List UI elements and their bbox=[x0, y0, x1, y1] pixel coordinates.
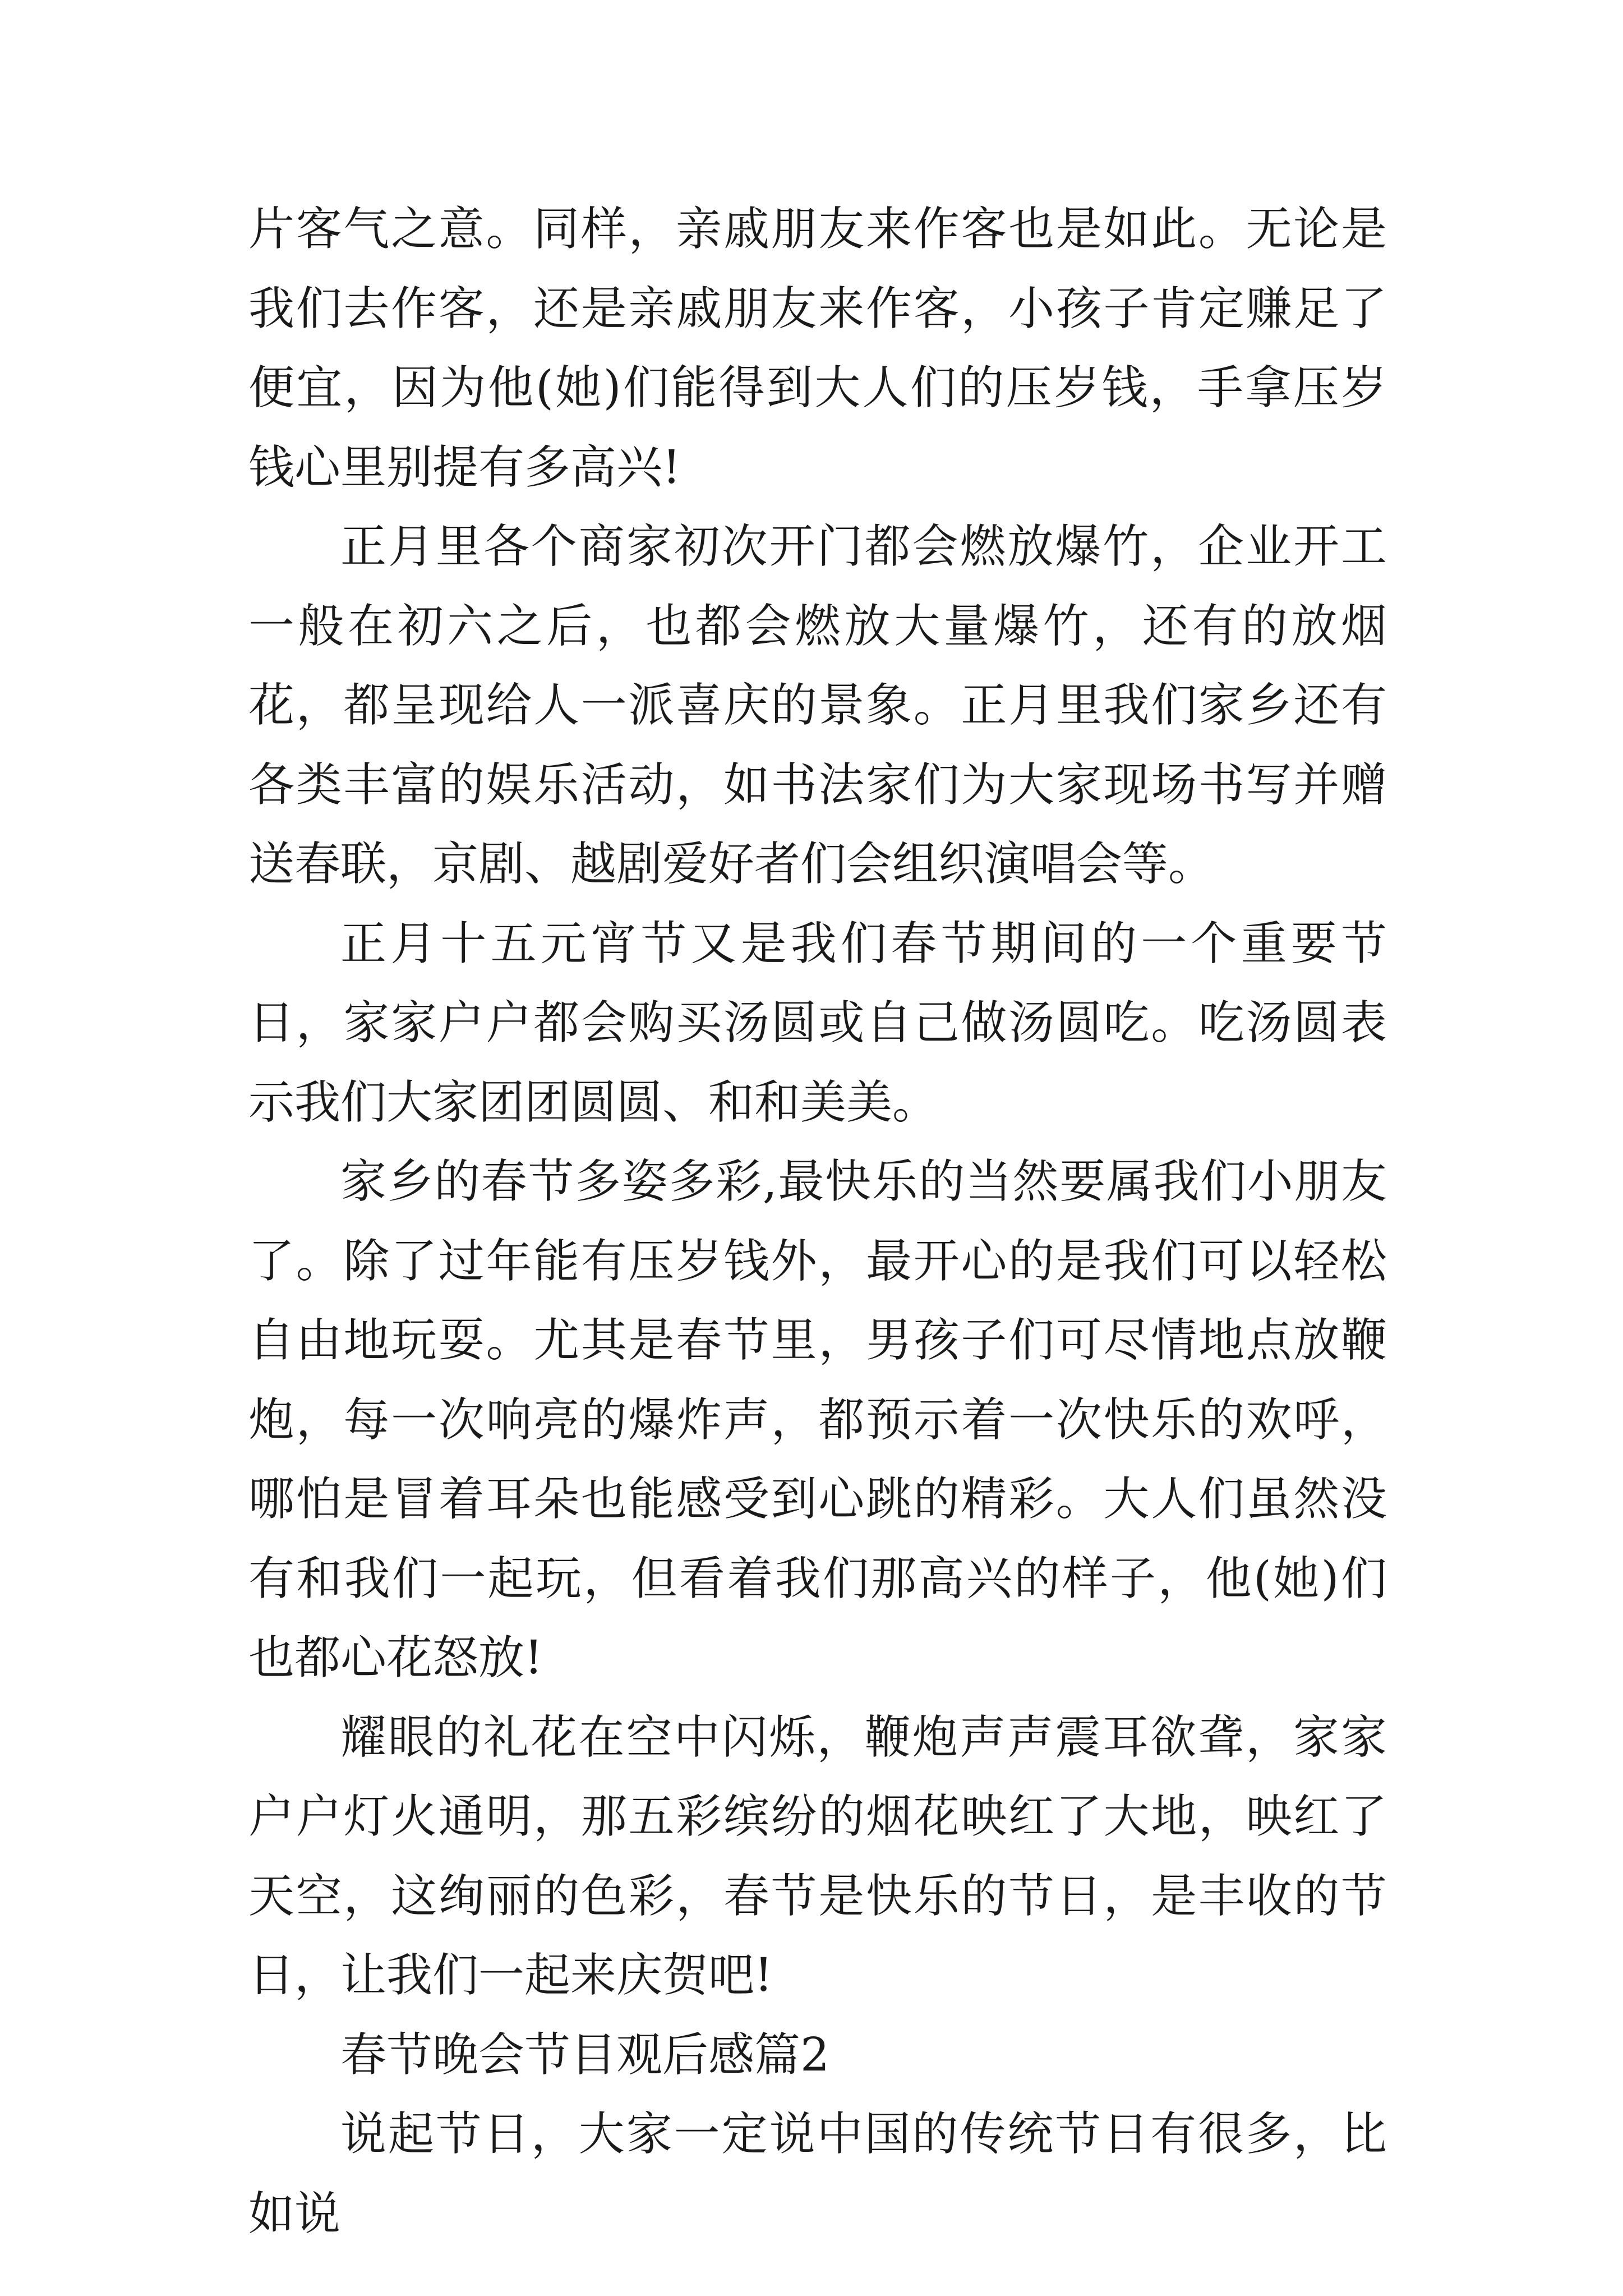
paragraph-continued: 片客气之意。同样，亲戚朋友来作客也是如此。无论是我们去作客，还是亲戚朋友来作客，小孩子肯定赚足了便宜，因为他(她)们能得到大人们的压岁钱，手拿压岁钱心里别提有多高兴! bbox=[248, 203, 1387, 494]
paragraph: 正月里各个商家初次开门都会燃放爆竹，企业开工一般在初六之后，也都会燃放大量爆竹，还有的放烟花，都呈现给人一派喜庆的景象。正月里我们家乡还有各类丰富的娱乐活动，如书法家们为大家现场书写并赠送春联，京剧、越剧爱好者们会组织演唱会等。 bbox=[248, 520, 1387, 891]
section-heading: 春节晚会节目观后感篇2 bbox=[340, 2028, 830, 2082]
document-body bbox=[248, 190, 1387, 2253]
paragraph: 正月十五元宵节又是我们春节期间的一个重要节日，家家户户都会购买汤圆或自己做汤圆吃。吃汤圆表示我们大家团团圆圆、和和美美。 bbox=[248, 917, 1387, 1129]
paragraph: 家乡的春节多姿多彩,最快乐的当然要属我们小朋友了。除了过年能有压岁钱外，最开心的是我们可以轻松自由地玩耍。尤其是春节里，男孩子们可尽情地点放鞭炮，每一次响亮的爆炸声，都预示着一次快乐的欢呼，哪怕是冒着耳朵也能感受到心跳的精彩。大人们虽然没有和我们一起玩，但看着我们那高兴的样子，他(她)们也都心花怒放! bbox=[248, 1155, 1387, 1685]
paragraph: 说起节日，大家一定说中国的传统节日有很多，比如说 bbox=[248, 2108, 1387, 2240]
paragraph: 耀眼的礼花在空中闪烁，鞭炮声声震耳欲聋，家家户户灯火通明，那五彩缤纷的烟花映红了大地，映红了天空，这绚丽的色彩，春节是快乐的节日，是丰收的节日，让我们一起来庆贺吧! bbox=[248, 1710, 1387, 2002]
